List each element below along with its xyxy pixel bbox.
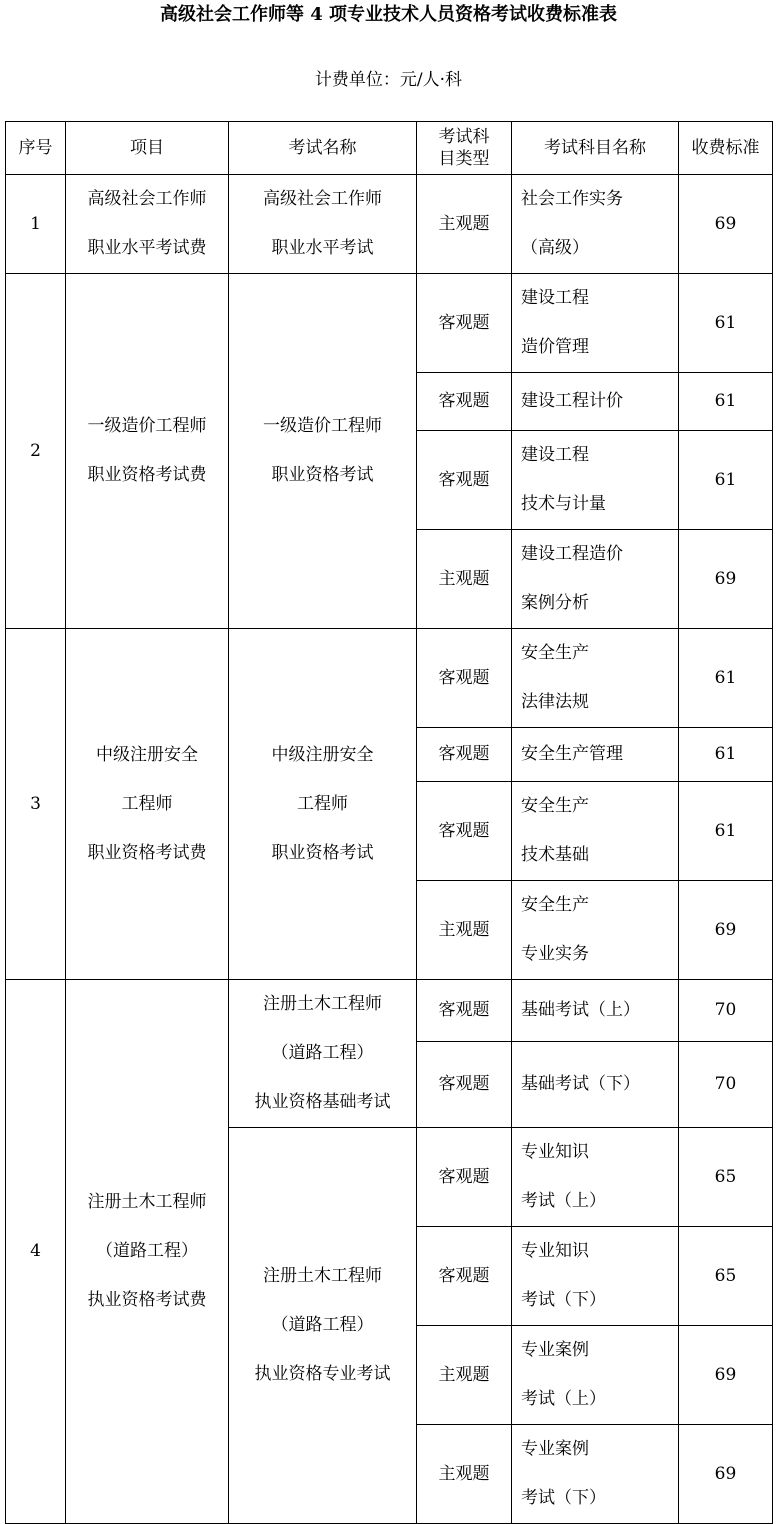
subject-name-cell: [512, 1227, 679, 1326]
subject-type-cell: 客观题: [417, 1227, 512, 1326]
subject-name-cell-line: 专业知识: [521, 1241, 589, 1261]
exam-name-cell-line: 职业资格考试: [271, 842, 374, 863]
subject-name-cell: [512, 274, 679, 373]
exam-name-cell-line: 注册土木工程师: [263, 1266, 382, 1286]
item-cell-line: 执业资格考试费: [87, 1290, 207, 1310]
exam-name-cell: [229, 629, 417, 980]
fee-cell: 69: [679, 175, 773, 274]
subject-name-cell-line: 建设工程计价: [521, 391, 623, 411]
subject-type-cell: 主观题: [417, 175, 512, 274]
table-header-row: [6, 122, 773, 175]
subject-name-cell-line: 基础考试（下）: [521, 1074, 640, 1095]
header-exam-name: 考试名称: [229, 122, 417, 175]
item-cell-line: 一级造价工程师: [87, 416, 207, 436]
subject-type-cell: 客观题: [417, 1042, 512, 1128]
item-cell: [66, 175, 229, 274]
subject-name-cell-line: 建设工程: [521, 445, 589, 465]
fee-cell: 70: [679, 1042, 773, 1128]
subject-type-cell: 主观题: [417, 1326, 512, 1425]
fee-cell: 69: [679, 1326, 773, 1425]
fee-cell: 69: [679, 1425, 773, 1524]
table-row: [6, 629, 773, 728]
item-cell-line: （道路工程）: [96, 1241, 198, 1261]
subject-type-cell: 客观题: [417, 431, 512, 530]
fee-cell: 65: [679, 1227, 773, 1326]
exam-name-cell-line: 注册土木工程师: [263, 994, 382, 1014]
table-row: [6, 980, 773, 1042]
seq-cell: 4: [6, 980, 66, 1524]
subject-type-cell: 主观题: [417, 530, 512, 629]
subject-name-cell-line: 安全生产: [521, 643, 589, 663]
subject-name-cell-line: 法律法规: [521, 692, 589, 712]
subject-type-cell: 客观题: [417, 373, 512, 431]
subject-name-cell-line: 专业案例: [521, 1439, 589, 1459]
exam-name-cell-line: 工程师: [297, 793, 348, 814]
subject-type-cell: 客观题: [417, 629, 512, 728]
subject-name-cell: [512, 1128, 679, 1227]
exam-name-cell-line: 职业资格考试: [271, 465, 374, 485]
subject-type-cell: 客观题: [417, 782, 512, 881]
exam-name-cell: [229, 1128, 417, 1524]
subject-name-cell: [512, 431, 679, 530]
document-title: 高级社会工作师等 4 项专业技术人员资格考试收费标准表: [159, 4, 618, 25]
subject-type-cell: 客观题: [417, 728, 512, 782]
subject-name-cell-line: 考试（上）: [521, 1389, 606, 1409]
subject-name-cell: [512, 881, 679, 980]
seq-cell: 1: [6, 175, 66, 274]
exam-name-cell-line: （道路工程）: [271, 1315, 374, 1335]
table-row: [6, 274, 773, 373]
subject-name-cell: [512, 530, 679, 629]
fee-cell: 61: [679, 373, 773, 431]
subject-name-cell: [512, 373, 679, 431]
subject-name-cell: [512, 728, 679, 782]
item-cell-line: 高级社会工作师: [87, 189, 207, 209]
exam-name-cell-line: 职业水平考试: [271, 238, 374, 258]
header-subject-type: [417, 122, 512, 175]
table-row: [6, 175, 773, 274]
subject-name-cell-line: （高级）: [521, 238, 589, 258]
fee-cell: 61: [679, 431, 773, 530]
fee-cell: 61: [679, 274, 773, 373]
item-cell-line: 注册土木工程师: [87, 1192, 207, 1212]
subject-name-cell-line: 基础考试（上）: [521, 1000, 640, 1021]
item-cell-line: 中级注册安全: [96, 744, 198, 765]
subject-type-cell: 主观题: [417, 881, 512, 980]
item-cell: [66, 629, 229, 980]
header-subject-type-line2: 目类型: [438, 149, 490, 169]
subject-name-cell-line: 造价管理: [521, 337, 589, 357]
subject-type-cell: 客观题: [417, 274, 512, 373]
item-cell-line: 职业资格考试费: [87, 842, 207, 863]
subject-name-cell: [512, 629, 679, 728]
seq-cell: 2: [6, 274, 66, 629]
item-cell: [66, 980, 229, 1524]
item-cell-line: 职业资格考试费: [87, 465, 207, 485]
subject-name-cell-line: 安全生产: [521, 895, 589, 915]
exam-name-cell: [229, 980, 417, 1128]
exam-name-cell-line: 一级造价工程师: [263, 416, 382, 436]
item-cell-line: 职业水平考试费: [87, 238, 207, 258]
fee-cell: 61: [679, 782, 773, 881]
subject-name-cell-line: 专业实务: [521, 944, 589, 964]
subject-name-cell-line: 安全生产管理: [521, 744, 623, 764]
subject-name-cell-line: 安全生产: [521, 796, 589, 816]
exam-name-cell-line: 中级注册安全: [271, 744, 374, 765]
subject-name-cell: [512, 1326, 679, 1425]
subject-name-cell-line: 建设工程造价: [521, 544, 623, 564]
exam-name-cell-line: （道路工程）: [271, 1043, 374, 1063]
fee-unit-note: 计费单位：元/人·科: [314, 70, 463, 90]
fee-cell: 69: [679, 881, 773, 980]
subject-name-cell-line: 考试（上）: [521, 1191, 606, 1211]
exam-name-cell-line: 执业资格基础考试: [254, 1092, 391, 1112]
item-cell: [66, 274, 229, 629]
fee-cell: 61: [679, 728, 773, 782]
item-cell-line: 工程师: [121, 793, 173, 814]
header-subject-type-line1: 考试科: [438, 127, 490, 147]
seq-cell: 3: [6, 629, 66, 980]
exam-name-cell: [229, 274, 417, 629]
exam-name-cell-line: 高级社会工作师: [263, 189, 382, 209]
exam-name-cell-line: 执业资格专业考试: [254, 1364, 391, 1384]
exam-name-cell: [229, 175, 417, 274]
subject-name-cell: [512, 1042, 679, 1128]
subject-name-cell-line: 专业知识: [521, 1142, 589, 1162]
subject-name-cell: [512, 980, 679, 1042]
fee-standard-table: [5, 121, 773, 1524]
subject-name-cell-line: 社会工作实务: [521, 189, 623, 209]
subject-type-cell: 客观题: [417, 1128, 512, 1227]
fee-cell: 65: [679, 1128, 773, 1227]
subject-name-cell-line: 案例分析: [521, 593, 589, 613]
subject-name-cell-line: 考试（下）: [521, 1290, 606, 1310]
subject-name-cell-line: 专业案例: [521, 1340, 589, 1360]
header-fee: 收费标准: [679, 122, 773, 175]
subject-name-cell: [512, 1425, 679, 1524]
fee-cell: 70: [679, 980, 773, 1042]
subject-name-cell: [512, 782, 679, 881]
header-item: 项目: [66, 122, 229, 175]
fee-cell: 69: [679, 530, 773, 629]
fee-cell: 61: [679, 629, 773, 728]
subject-name-cell-line: 技术基础: [521, 845, 589, 865]
subject-name-cell-line: 技术与计量: [521, 494, 606, 514]
header-seq: 序号: [6, 122, 66, 175]
subject-type-cell: 主观题: [417, 1425, 512, 1524]
subject-name-cell: [512, 175, 679, 274]
subject-type-cell: 客观题: [417, 980, 512, 1042]
subject-name-cell-line: 建设工程: [521, 288, 589, 308]
header-subject-name: 考试科目名称: [512, 122, 679, 175]
subject-name-cell-line: 考试（下）: [521, 1488, 606, 1508]
